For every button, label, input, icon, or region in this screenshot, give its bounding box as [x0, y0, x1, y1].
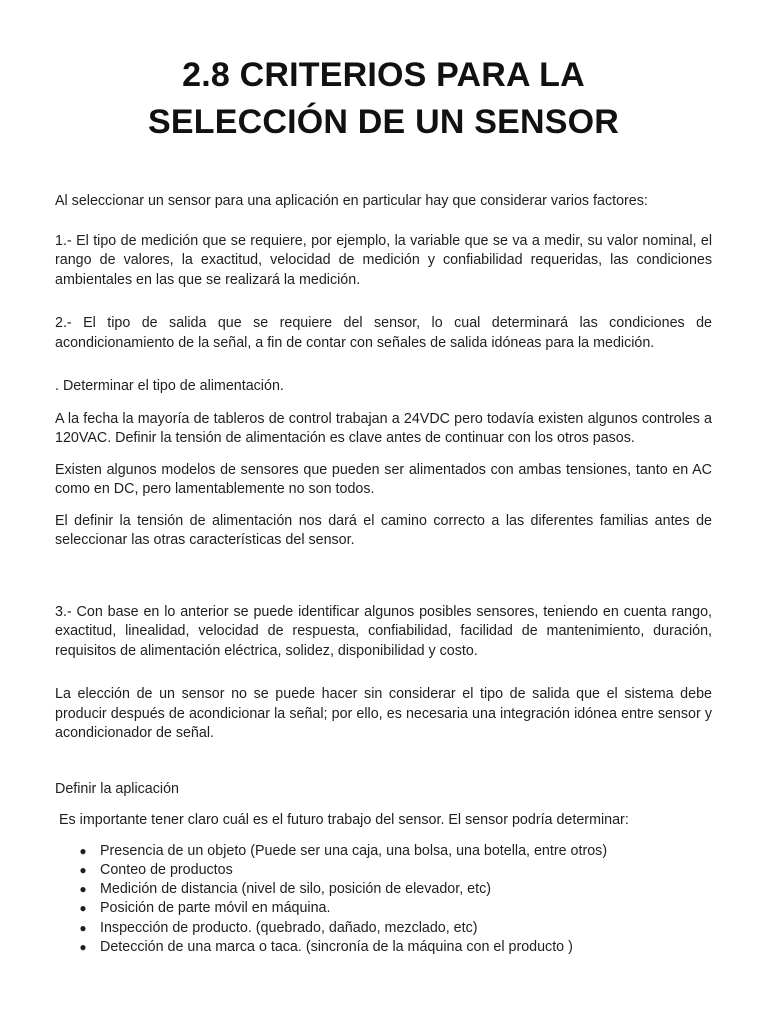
power-heading: . Determinar el tipo de alimentación. — [55, 378, 284, 394]
criterion-1-paragraph: 1.- El tipo de medición que se requiere, por ejemplo, la variable que se va a medir, su valor nominal, el rango de valores, la exactitud, velocidad de medición y confiabilidad requeridas, las condiciones ambientales en las que se realizará la medición. — [55, 232, 712, 288]
bullet-icon: ● — [79, 901, 87, 916]
list-item-text: Inspección de producto. (quebrado, dañado, mezclado, etc) — [100, 919, 478, 936]
power-paragraph-2: Existen algunos modelos de sensores que pueden ser alimentados con ambas tensiones, tanto en AC como en DC, pero lamentablemente no son todos. — [55, 461, 712, 497]
list-item — [77, 938, 712, 957]
criterion-2-paragraph: 2.- El tipo de salida que se requiere del sensor, lo cual determinará las condiciones de acondicionamiento de la señal, a fin de contar con señales de salida idóneas para la medición. — [55, 315, 712, 351]
bullet-icon: ● — [79, 843, 87, 858]
application-intro: Es importante tener claro cuál es el futuro trabajo del sensor. El sensor podría determinar: — [59, 812, 629, 828]
list-item-text: Medición de distancia (nivel de silo, posición de elevador, etc) — [100, 881, 492, 898]
list-item — [77, 861, 712, 880]
power-paragraph-1: A la fecha la mayoría de tableros de control trabajan a 24VDC pero todavía existen algunos controles a 120VAC. Definir la tensión de alimentación es clave antes de continuar con los otros pasos. — [55, 410, 712, 446]
bullet-icon: ● — [79, 862, 87, 877]
list-item-text: Posición de parte móvil en máquina. — [100, 900, 331, 917]
output-integration-paragraph: La elección de un sensor no se puede hacer sin considerar el tipo de salida que el sistema debe producir después de acondicionar la señal; por ello, es necesaria una integración idónea entre sensor y acondicionador de señal. — [55, 686, 712, 741]
intro-paragraph: Al seleccionar un sensor para una aplicación en particular hay que considerar varios factores: — [55, 193, 648, 209]
list-item — [77, 842, 712, 861]
criterion-3-paragraph: 3.- Con base en lo anterior se puede identificar algunos posibles sensores, teniendo en cuenta rango, exactitud, linealidad, velocidad de respuesta, confiabilidad, facilidad de mantenimiento, duración, requisitos de alimentación eléctrica, solidez, disponibilidad y costo. — [55, 603, 712, 659]
list-item — [77, 880, 712, 899]
document-page — [55, 52, 712, 957]
bullet-icon: ● — [79, 882, 87, 897]
list-item-text: Presencia de un objeto (Puede ser una caja, una bolsa, una botella, entre otros) — [100, 842, 608, 859]
bullet-icon: ● — [79, 920, 87, 935]
list-item — [77, 919, 712, 938]
page-title — [55, 52, 712, 146]
title-line-2: SELECCIÓN DE UN SENSOR — [147, 103, 620, 141]
application-heading: Definir la aplicación — [55, 780, 179, 797]
bullet-icon: ● — [79, 939, 87, 954]
power-paragraph-3: El definir la tensión de alimentación nos dará el camino correcto a las diferentes familias antes de seleccionar las otras características del sensor. — [55, 512, 712, 548]
list-item — [77, 899, 712, 918]
title-line-1: 2.8 CRITERIOS PARA LA — [182, 56, 585, 94]
application-list — [55, 842, 712, 958]
list-item-text: Detección de una marca o taca. (sincronía de la máquina con el producto ) — [100, 938, 573, 955]
list-item-text: Conteo de productos — [100, 861, 233, 878]
